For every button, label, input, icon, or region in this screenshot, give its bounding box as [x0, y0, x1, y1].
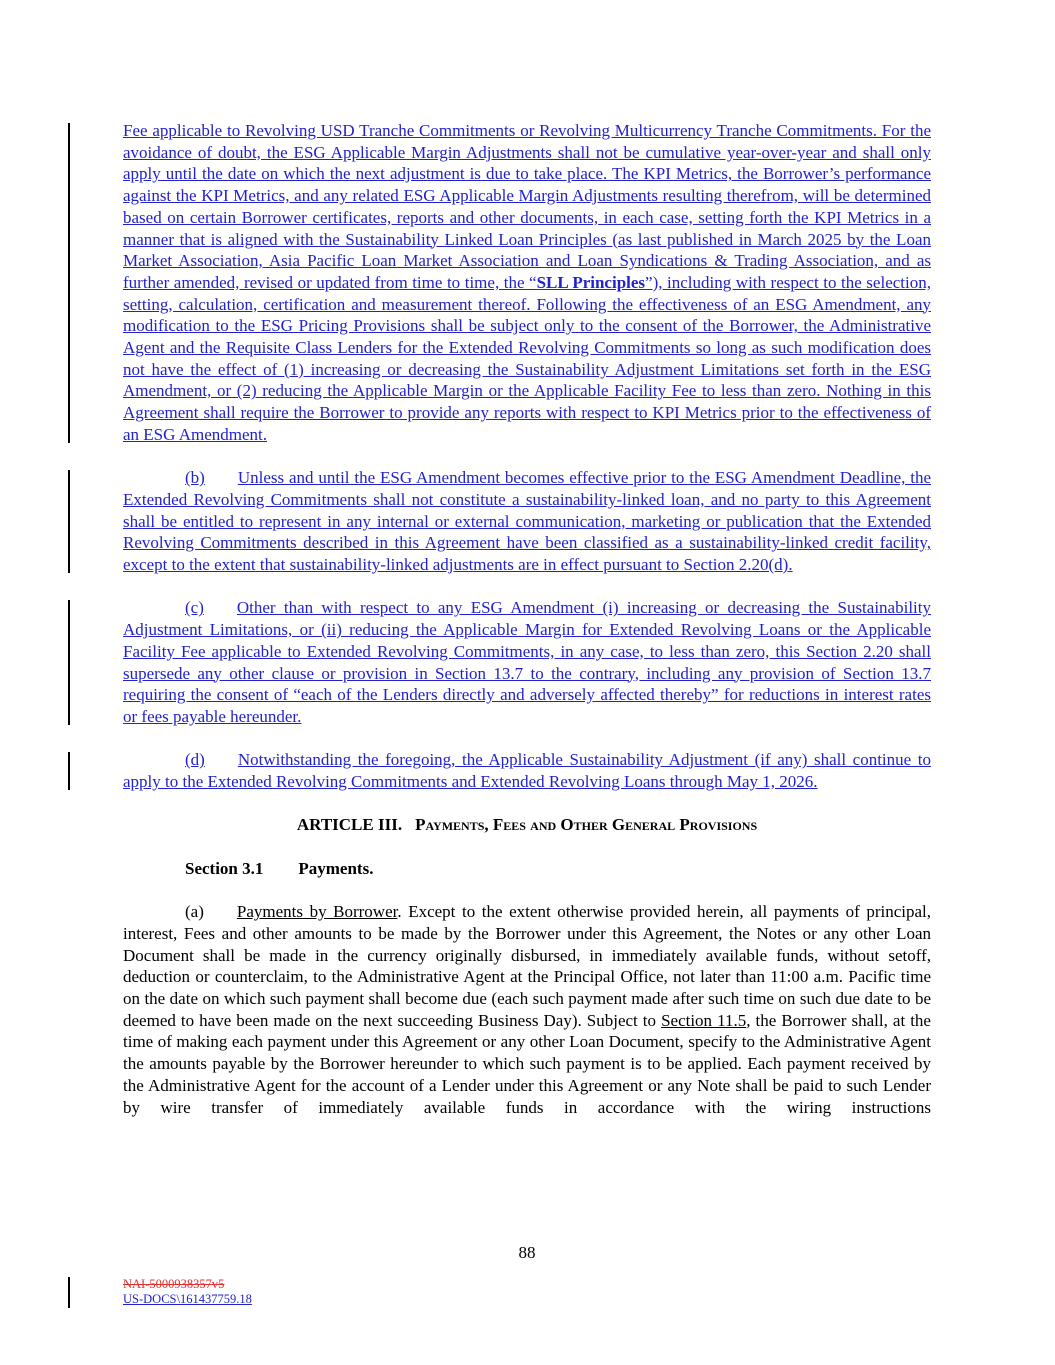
- text-segment: SLL Principles: [536, 272, 646, 292]
- inserted-document-id: US-DOCS\161437759.18: [123, 1291, 252, 1306]
- text-segment: Notwithstanding the foregoing, the Applicable Sustainability Adjustment (if any) shall continue to apply to the Extended Revolving Commitments and Extended Revolving Loans through May 1, 2026.: [123, 750, 931, 792]
- text-segment: Section 3.1: [185, 858, 264, 878]
- tab-spacer: [205, 749, 238, 771]
- tab-spacer: [402, 814, 415, 836]
- text-segment: (a): [185, 902, 204, 922]
- tab-spacer: [205, 467, 238, 489]
- text-segment: (b): [185, 468, 205, 488]
- paragraph-c: [123, 597, 931, 727]
- paragraph-b: [123, 467, 931, 576]
- text-segment: ARTICLE III.: [296, 815, 403, 835]
- tab-spacer: [204, 901, 237, 923]
- deleted-document-id: NAI-5000938357v5: [123, 1277, 225, 1291]
- text-segment: Fee applicable to Revolving USD Tranche Commitments or Revolving Multicurrency Tranche Commitments. For the avoidance of doubt, the ESG Applicable Margin Adjustments shall not be cumulative year-over-year and shall only apply until the date on which the next adjustment is due to take place. The KPI Metrics, the Borrower’s performance against the KPI Metrics, and any related ESG Applicable Margin Adjustments resulting therefrom, will be determined based on certain Borrower certificates, reports and other documents, in each case, setting forth the KPI Metrics in a manner that is aligned with the Sustainability Linked Loan Principles (as last published in March 2025 by the Loan Market Association, Asia Pacific Loan Market Association and Loan Syndications & Trading Association, and as further amended, revised or updated from time to time, the “: [123, 121, 931, 292]
- text-segment: . Except to the extent otherwise provided herein, all payments of principal, interest, Fees and other amounts to be made by the Borrower under this Agreement, the Notes or any other Loan Document shall be made in the currency originally disbursed, in immediately available funds, without setoff, deduction or counterclaim, to the Administrative Agent at the Principal Office, not later than 11:00 a.m. Pacific time on the date on which such payment shall become due (each such payment made after such time on such due date to be deemed to have been made on the next succeeding Business Day). Subject to: [123, 902, 931, 1030]
- page-number: 88: [518, 1243, 536, 1262]
- text-segment: ”), including with respect to the selection, setting, calculation, certification and measurement thereof. Following the effectiveness of an ESG Amendment, any modification to the ESG Pricing Provisions shall be subject only to the consent of the Borrower, the Administrative Agent and the Requisite Class Lenders for the Extended Revolving Commitments so long as such modification does not have the effect of (1) increasing or decreasing the Sustainability Adjustment Limitations set forth in the ESG Amendment, or (2) reducing the Applicable Margin or the Applicable Facility Fee to less than zero. Nothing in this Agreement shall require the Borrower to provide any reports with respect to KPI Metrics prior to the effectiveness of an ESG Amendment.: [123, 272, 931, 444]
- text-segment: , the Borrower shall, at the time of making each payment under this Agreement or any other Loan Document, specify to the Administrative Agent the amounts payable by the Borrower hereunder to which such payment is to be applied. Each payment received by the Administrative Agent for the account of a Lender under this Agreement or any Note shall be paid to such Lender by wire transfer of immediately available funds in accordance with the wiring instructions: [123, 1010, 931, 1117]
- text-segment: Payments, Fees and Other General Provisions: [415, 815, 758, 835]
- paragraph-a: [123, 901, 931, 1118]
- document-body: [123, 120, 931, 1140]
- text-segment: Other than with respect to any ESG Amendment (i) increasing or decreasing the Sustainability Adjustment Limitations, or (ii) reducing the Applicable Margin for Extended Revolving Loans or the Applicable Facility Fee applicable to Extended Revolving Commitments, in any case, to less than zero, this Section 2.20 shall supersede any other clause or provision in Section 13.7 to the contrary, including any provision of Section 13.7 requiring the consent of “each of the Lenders directly and adversely affected thereby” for reductions in interest rates or fees payable hereunder.: [123, 598, 931, 726]
- text-segment: (d): [185, 750, 205, 770]
- tab-spacer: [204, 597, 237, 619]
- paragraph-d: [123, 749, 931, 792]
- text-segment: Payments by Borrower: [236, 902, 398, 922]
- tab-spacer: [263, 858, 298, 880]
- text-segment: (c): [185, 598, 204, 618]
- document-id-footer: [123, 1277, 252, 1306]
- text-segment: Section 11.5: [661, 1010, 747, 1030]
- text-segment: Unless and until the ESG Amendment becomes effective prior to the ESG Amendment Deadline, the Extended Revolving Commitments shall not constitute a sustainability-linked loan, and no party to this Agreement shall be entitled to represent in any internal or external communication, marketing or publication that the Extended Revolving Commitments described in this Agreement have been classified as a sustainability-linked credit facility, except to the extent that sustainability-linked adjustments are in effect pursuant to Section 2.20(d).: [123, 468, 931, 575]
- text-segment: Payments.: [298, 858, 374, 878]
- section-3-1-heading: [123, 858, 931, 880]
- article-iii-heading: [123, 814, 931, 836]
- paragraph-esg-continuation: [123, 120, 931, 446]
